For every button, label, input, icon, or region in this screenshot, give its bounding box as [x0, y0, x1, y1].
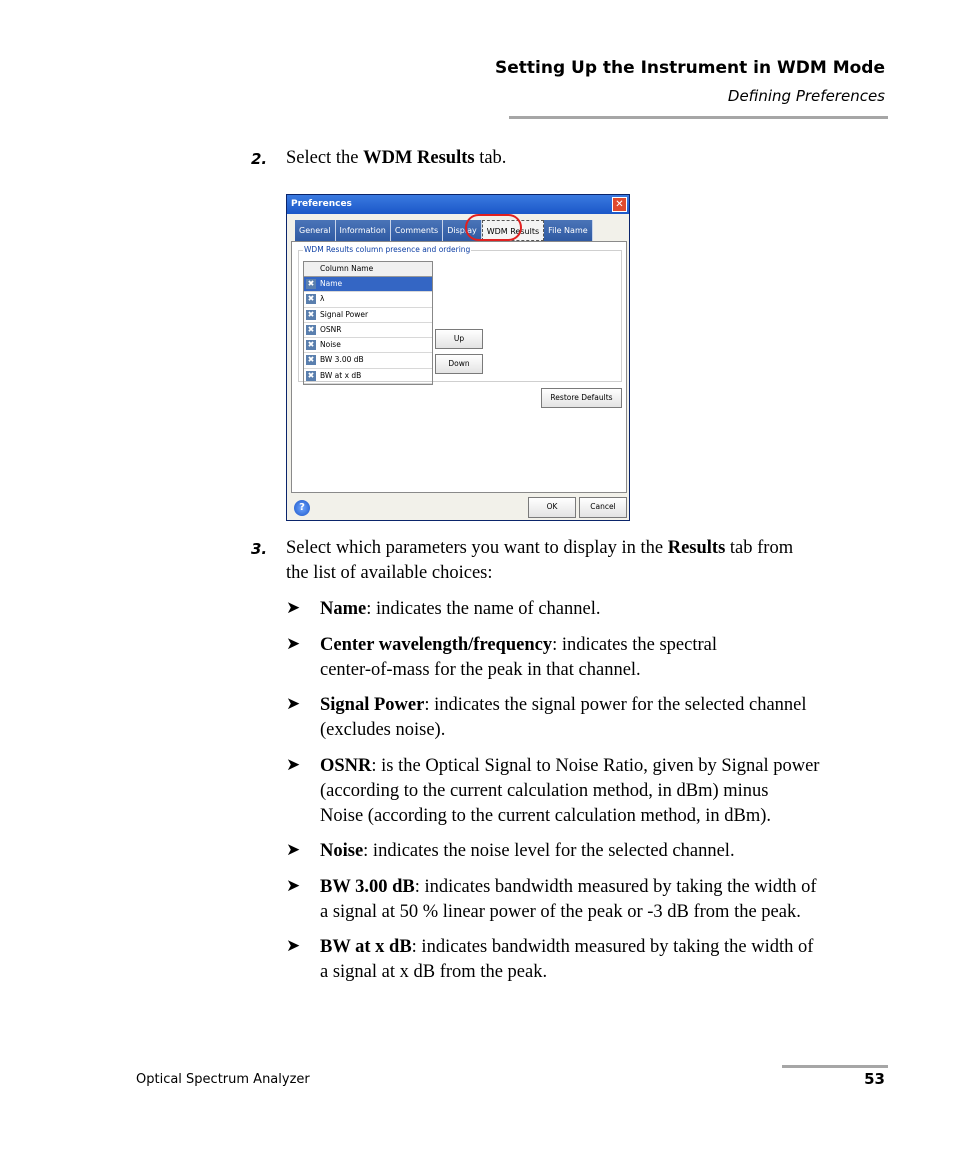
cancel-button[interactable]: Cancel — [579, 497, 627, 518]
bullet-signal-power: Signal Power: indicates the signal power for the selected channel (excludes noise). — [320, 695, 807, 740]
step-3-number: 3. — [251, 540, 268, 558]
tab-general[interactable]: General — [295, 220, 336, 241]
ok-button[interactable]: OK — [528, 497, 576, 518]
dialog-title: Preferences — [291, 199, 352, 209]
bullet-icon: ➤ — [286, 876, 301, 895]
column-row[interactable]: ✖ λ — [304, 292, 432, 307]
tab-panel — [291, 241, 627, 493]
restore-defaults-button[interactable]: Restore Defaults — [541, 388, 622, 408]
step-3-text: Select which parameters you want to display in the Results tab from the list of available choices: — [286, 538, 794, 583]
column-row[interactable]: ✖ Noise — [304, 338, 432, 353]
remove-icon[interactable]: ✖ — [307, 355, 315, 365]
bullet-center-wavelength: Center wavelength/frequency: indicates the spectral center-of-mass for the peak in that channel. — [320, 635, 717, 680]
page-number: 53 — [864, 1070, 885, 1088]
step-2-text: Select the WDM Results tab. — [286, 148, 507, 168]
bullet-icon: ➤ — [286, 936, 301, 955]
bullet-noise: Noise: indicates the noise level for the selected channel. — [320, 841, 735, 861]
bullet-icon: ➤ — [286, 598, 301, 617]
tab-information[interactable]: Information — [336, 220, 391, 241]
group-label: WDM Results column presence and ordering — [304, 245, 471, 254]
column-grid — [303, 261, 433, 385]
bullet-icon: ➤ — [286, 694, 301, 713]
bullet-osnr: OSNR: is the Optical Signal to Noise Ratio, given by Signal power (according to the current calculation method, in dBm) minus Noise (according to the current calculation method, in dBm). — [320, 756, 820, 826]
column-header: Column Name — [304, 262, 432, 277]
column-row[interactable]: ✖ OSNR — [304, 323, 432, 338]
bullet-bw-x-db: BW at x dB: indicates bandwidth measured by taking the width of a signal at x dB from the peak. — [320, 937, 814, 982]
tab-comments[interactable]: Comments — [391, 220, 443, 241]
help-icon[interactable]: ? — [294, 500, 310, 516]
up-button[interactable]: Up — [435, 329, 483, 349]
column-row[interactable]: ✖ Signal Power — [304, 308, 432, 323]
tab-file-name[interactable]: File Name — [544, 220, 593, 241]
bullet-bw-3db: BW 3.00 dB: indicates bandwidth measured by taking the width of a signal at 50 % linear power of the peak or -3 dB from the peak. — [320, 877, 817, 922]
close-icon[interactable]: ✕ — [612, 197, 627, 212]
column-row[interactable]: ✖ BW at x dB — [304, 369, 432, 384]
remove-icon[interactable]: ✖ — [307, 340, 315, 350]
remove-icon[interactable]: ✖ — [307, 324, 315, 334]
tab-highlight-circle — [465, 214, 522, 241]
remove-icon[interactable]: ✖ — [307, 279, 315, 288]
column-row[interactable]: ✖ Name — [304, 277, 432, 292]
remove-icon[interactable]: ✖ — [307, 370, 315, 380]
bullet-icon: ➤ — [286, 755, 301, 774]
footer-rule — [782, 1065, 888, 1068]
bullet-icon: ➤ — [286, 840, 301, 859]
step-2-number: 2. — [251, 150, 268, 168]
footer-product: Optical Spectrum Analyzer — [136, 1072, 310, 1087]
remove-icon[interactable]: ✖ — [307, 309, 315, 319]
bullet-name: Name: indicates the name of channel. — [320, 599, 601, 619]
running-header-title: Setting Up the Instrument in WDM Mode — [494, 58, 885, 78]
tab-wdm-results[interactable]: WDM Results — [482, 220, 544, 241]
column-group — [298, 245, 622, 382]
tab-bar — [295, 220, 593, 241]
header-rule — [509, 116, 888, 119]
step-2-bold: WDM Results — [363, 148, 475, 168]
remove-icon[interactable]: ✖ — [307, 294, 315, 304]
running-header-subtitle: Defining Preferences — [727, 87, 885, 105]
bullet-icon: ➤ — [286, 634, 301, 653]
down-button[interactable]: Down — [435, 354, 483, 374]
dialog-titlebar — [287, 195, 629, 214]
preferences-dialog — [286, 194, 630, 521]
tab-display[interactable]: Display — [443, 220, 482, 241]
column-row[interactable]: ✖ BW 3.00 dB — [304, 353, 432, 368]
